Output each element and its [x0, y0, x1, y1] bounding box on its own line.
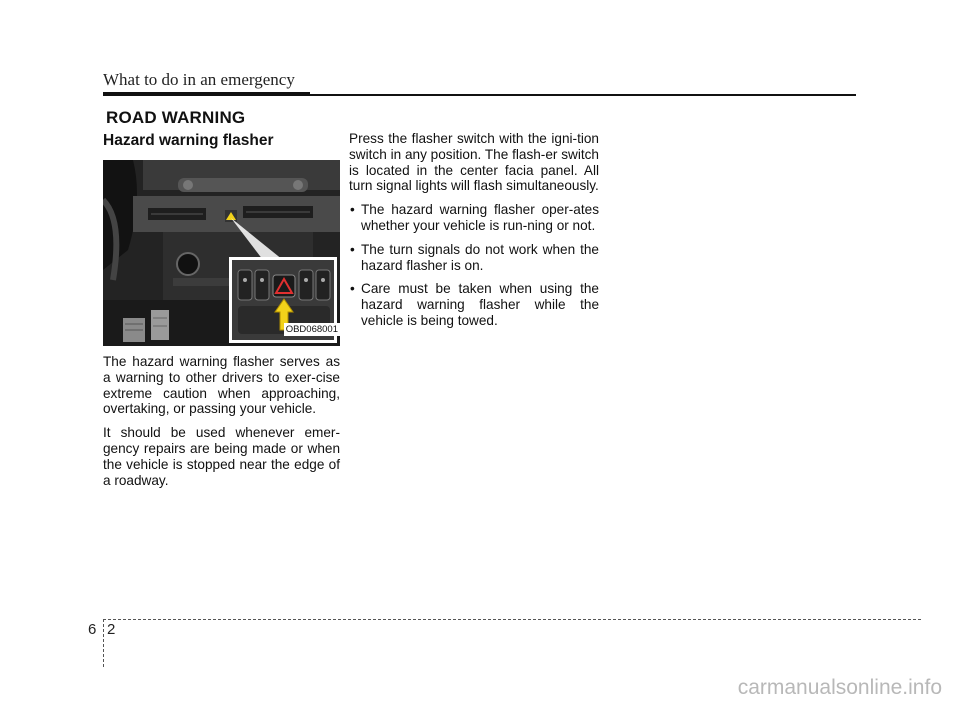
- header-rule-thin: [310, 94, 856, 96]
- section-title: ROAD WARNING: [106, 108, 246, 127]
- footer-divider: [103, 619, 921, 620]
- right-column-text: [349, 131, 599, 337]
- footer-vertical-divider: [103, 619, 104, 667]
- dashboard-photo: [103, 160, 340, 346]
- left-column-text: [103, 354, 340, 496]
- dashboard-illustration: [103, 160, 340, 346]
- subheading-hazard-warning-flasher: Hazard warning flasher: [103, 132, 274, 149]
- chapter-title: What to do in an emergency: [103, 70, 295, 89]
- list-item: • The turn signals do not work when the hazard flasher is on.: [349, 242, 599, 274]
- paragraph-purpose: The hazard warning flasher serves as a warning to other drivers to exer-cise extreme caution when approaching, overtaking, or passing your vehicle.: [103, 354, 340, 417]
- page-number: 2: [107, 621, 116, 638]
- image-code: OBD068001: [285, 324, 338, 335]
- chapter-number: 6: [88, 621, 97, 638]
- list-item: • Care must be taken when using the hazard warning flasher while the vehicle is being towed.: [349, 281, 599, 328]
- paragraph-usage: It should be used whenever emer-gency repairs are being made or when the vehicle is stopped near the edge of a roadway.: [103, 425, 340, 488]
- paragraph-intro: Press the flasher switch with the igni-tion switch in any position. The flash-er switch is located in the center facia panel. All turn signal lights will flash simultaneously.: [349, 131, 599, 194]
- bullet-list: [349, 202, 599, 329]
- header-rule-thick: [103, 92, 310, 96]
- watermark: carmanualsonline.info: [737, 676, 942, 699]
- list-item: • The hazard warning flasher oper-ates whether your vehicle is run-ning or not.: [349, 202, 599, 234]
